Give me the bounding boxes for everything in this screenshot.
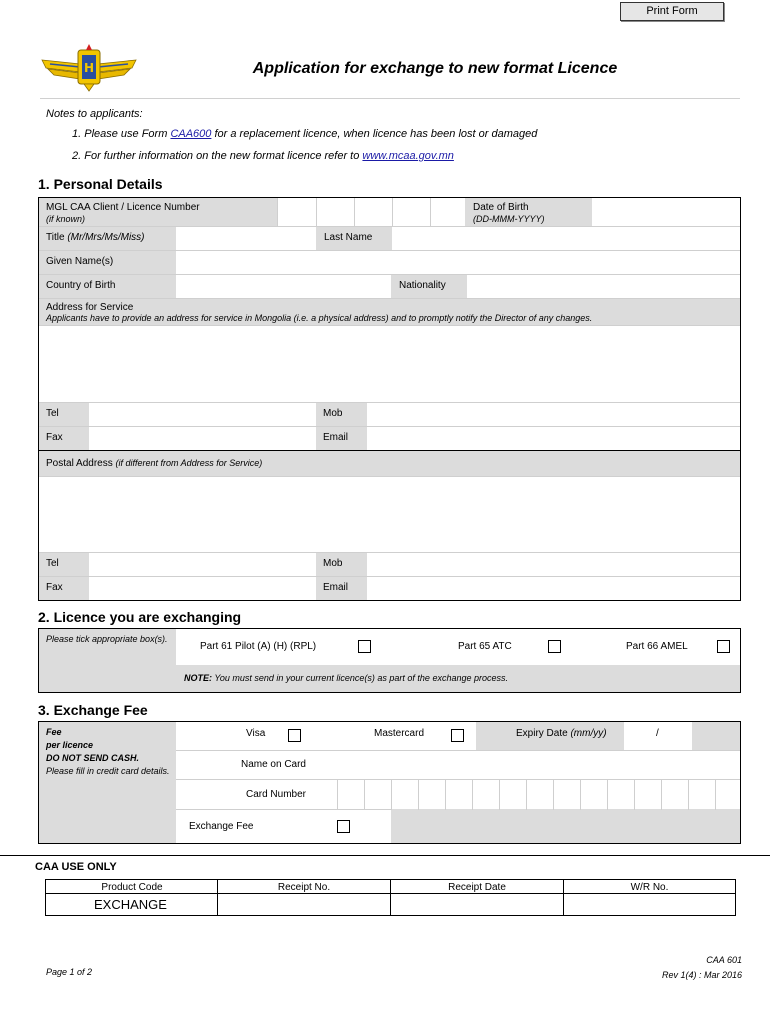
postal-fax-label: Fax [46,582,63,593]
dob-label: Date of Birth [473,202,529,213]
fax-label: Fax [46,432,63,443]
exchange-fee-checkbox[interactable] [337,820,350,833]
part66-checkbox[interactable] [717,640,730,653]
licence-table [38,628,741,693]
client-number-input[interactable] [277,198,465,226]
title-input[interactable] [176,226,316,250]
divider [0,855,770,856]
licence-heading: 2. Licence you are exchanging [38,609,242,625]
postal-tel-label: Tel [46,558,59,569]
exchange-fee-table [38,721,741,844]
client-number-label-cell [39,198,277,226]
part65-checkbox[interactable] [548,640,561,653]
postal-email-label: Email [323,582,349,593]
postal-email-input[interactable] [367,576,740,600]
print-form-button[interactable]: Print Form [620,2,724,21]
last-name-label: Last Name [324,232,373,243]
note-text: 1. Please use Form [72,128,171,140]
given-names-label-cell [39,250,176,274]
email-input[interactable] [367,426,740,450]
dob-sublabel: (DD-MMM-YYYY) [473,214,545,224]
visa-label: Visa [246,728,266,739]
caa-logo-icon [40,42,138,92]
mastercard-label: Mastercard [374,728,425,739]
country-label-cell [39,274,176,298]
postal-email-label-cell [316,576,367,600]
personal-details-heading: 1. Personal Details [38,176,163,192]
last-name-input[interactable] [392,226,740,250]
licence-note: NOTE: You must send in your current licence(s) as part of the exchange process. [184,673,508,683]
mastercard-cell [314,722,476,750]
receipt-date-header: Receipt Date [391,882,563,894]
part65-label: Part 65 ATC [458,641,512,652]
part61-checkbox[interactable] [358,640,371,653]
tel-label: Tel [46,408,59,419]
postal-tel-input[interactable] [89,552,316,576]
tel-input[interactable] [89,402,316,426]
note-item-1 [72,128,537,140]
licence-instruction: Please tick appropriate box(s). [46,634,168,644]
part61-label: Part 61 Pilot (A) (H) (RPL) [200,641,317,652]
name-on-card-input[interactable] [308,750,740,779]
dob-label-cell [465,198,592,226]
country-of-birth-input[interactable] [176,274,391,298]
personal-details-table [38,197,741,601]
card-number-label: Card Number [245,789,306,800]
notes-heading: Notes to applicants: [46,108,143,120]
fax-label-cell [39,426,89,450]
mastercard-checkbox[interactable] [451,729,464,742]
address-for-service-label: Address for Service [46,302,134,313]
postal-fax-input[interactable] [89,576,316,600]
last-name-label-cell [316,226,392,250]
product-code-value: EXCHANGE [94,897,167,912]
form-revision: Rev 1(4) : Mar 2016 [661,970,742,980]
name-on-card-label-cell [176,750,308,779]
title-label: Title (Mr/Mrs/Ms/Miss) [46,232,145,243]
card-number-input[interactable] [308,779,740,809]
postal-address-input[interactable] [39,476,740,552]
wr-no-header: W/R No. [564,882,735,894]
address-for-service-sublabel: Applicants have to provide an address for service in Mongolia (i.e. a physical address) and to promptly notify the Director of any changes. [46,313,593,323]
note-item-2 [72,150,454,162]
postal-mob-label: Mob [323,558,343,569]
postal-fax-label-cell [39,576,89,600]
tel-label-cell [39,402,89,426]
country-of-birth-label: Country of Birth [46,280,116,291]
nationality-label: Nationality [399,280,446,291]
receipt-no-cell [218,880,391,915]
postal-mob-input[interactable] [367,552,740,576]
given-names-label: Given Name(s) [46,256,114,267]
caa-use-table [45,879,736,916]
receipt-date-cell [391,880,564,915]
licence-options-row [176,629,740,665]
visa-checkbox[interactable] [288,729,301,742]
exchange-fee-heading: 3. Exchange Fee [38,702,148,718]
email-label: Email [323,432,349,443]
expiry-date-label: Expiry Date (mm/yy) [516,728,607,739]
note-text: 2. For further information on the new format licence refer to [72,150,363,162]
note-text: for a replacement licence, when licence has been lost or damaged [211,128,538,140]
form-code: CAA 601 [706,955,742,965]
form-title: Application for exchange to new format Licence [252,60,618,77]
fax-input[interactable] [89,426,316,450]
name-on-card-label: Name on Card [240,759,306,770]
mob-input[interactable] [367,402,740,426]
exchange-fee-row [176,809,391,843]
receipt-no-header: Receipt No. [218,882,390,894]
postal-address-label: Postal Address (if different from Address for Service) [46,458,263,469]
expiry-separator: / [656,728,659,739]
visa-cell [176,722,314,750]
client-number-sublabel: (if known) [46,214,86,224]
email-label-cell [316,426,367,450]
mob-label-cell [316,402,367,426]
given-names-input[interactable] [176,250,740,274]
address-for-service-input[interactable] [39,325,740,402]
expiry-date-input[interactable] [624,722,692,750]
part66-label: Part 66 AMEL [626,641,688,652]
client-number-label: MGL CAA Client / Licence Number [46,202,200,213]
address-header-cell [39,298,740,325]
mob-label: Mob [323,408,343,419]
page-number: Page 1 of 2 [46,967,93,977]
card-number-label-cell [176,779,308,809]
expiry-label-cell [476,722,624,750]
nationality-input[interactable] [467,274,740,298]
postal-tel-label-cell [39,552,89,576]
svg-text:H: H [83,61,95,75]
nationality-label-cell [391,274,467,298]
mcaa-website-link[interactable]: www.mcaa.gov.mn [362,150,454,162]
divider [40,98,740,99]
dob-input[interactable] [592,198,740,226]
postal-address-header-cell [39,450,740,476]
wr-no-cell [564,880,735,915]
title-label-cell [39,226,176,250]
exchange-fee-label: Exchange Fee [189,821,254,832]
fee-instructions: Fee per licence DO NOT SEND CASH. Please fill in credit card details. [46,727,170,776]
product-code-header: Product Code [46,882,218,894]
caa600-link[interactable]: CAA600 [170,128,212,140]
postal-mob-label-cell [316,552,367,576]
product-code-cell [46,880,218,915]
caa-use-only-heading: CAA USE ONLY [35,861,117,873]
